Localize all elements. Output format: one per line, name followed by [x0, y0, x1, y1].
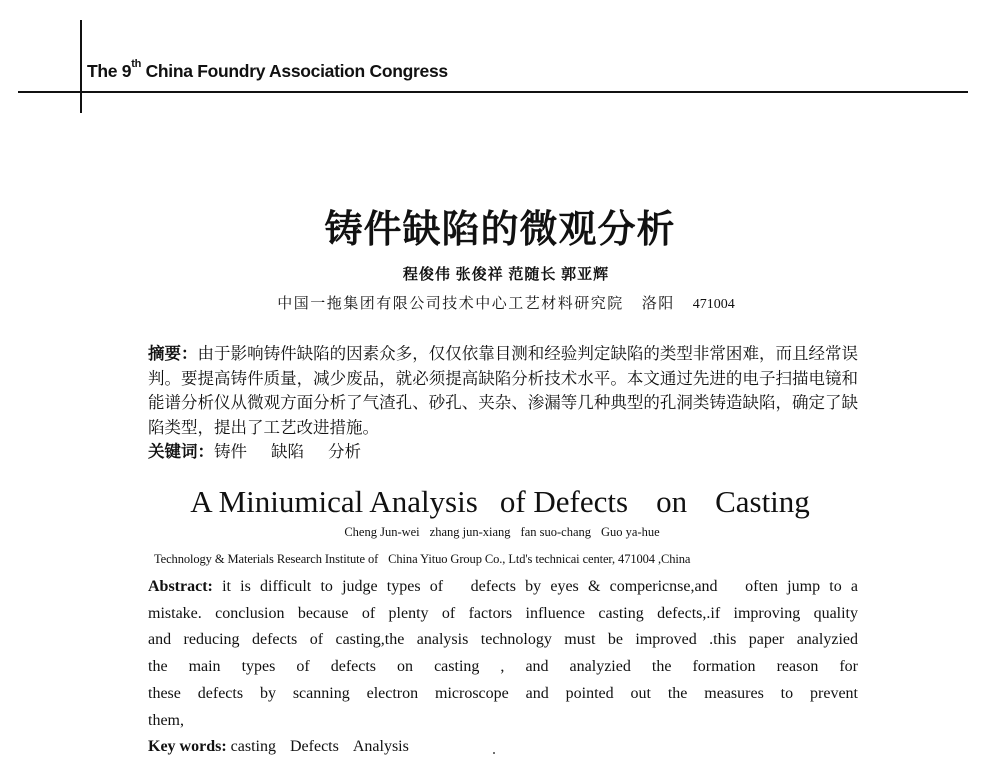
- chinese-affiliation-city: 洛阳: [641, 296, 675, 312]
- english-abstract-line: them,: [148, 711, 184, 729]
- english-affiliation-part: China Yituo Group Co., Ltd's technicai center, 471004 ,China: [388, 552, 691, 566]
- chinese-keyword: 铸件: [214, 442, 247, 462]
- running-head-prefix: The 9: [87, 61, 132, 81]
- running-head: [87, 58, 448, 82]
- english-keywords: [148, 734, 858, 761]
- chinese-abstract: [148, 342, 858, 440]
- chinese-authors: 程俊伟 张俊祥 范随长 郭亚辉: [402, 267, 610, 283]
- chinese-affiliation-institute: 中国一拖集团有限公司技术中心工艺材料研究院: [277, 296, 624, 312]
- english-title-part: A Miniumical Analysis: [190, 484, 478, 519]
- english-abstract-block: [148, 574, 858, 761]
- english-abstract-line: these defects by scanning electron microscope and pointed out the measures to prevent: [148, 684, 858, 702]
- chinese-abstract-label: 摘要：: [148, 344, 198, 363]
- english-authors: [0, 525, 1000, 540]
- header-horizontal-rule: [18, 91, 968, 93]
- english-affiliation: [154, 552, 690, 567]
- scan-artifact-dot: [493, 752, 495, 754]
- chinese-keyword: 缺陷: [271, 442, 304, 462]
- chinese-title: 铸件缺陷的微观分析: [324, 207, 676, 251]
- english-title: [0, 482, 1000, 522]
- chinese-abstract-block: [148, 342, 858, 465]
- english-abstract-line: the main types of defects on casting , and analyzied the formation reason for: [148, 658, 858, 676]
- english-author: zhang jun-xiang: [429, 525, 511, 539]
- english-keyword: casting: [230, 738, 276, 756]
- english-title-part: of Defects: [499, 484, 629, 519]
- english-keywords-label: Key words:: [148, 738, 227, 756]
- chinese-keywords-label: 关键词：: [148, 442, 214, 462]
- english-keyword: Analysis: [352, 738, 409, 756]
- english-author: Guo ya-hue: [601, 525, 660, 539]
- chinese-affiliation-postcode: 471004: [692, 297, 735, 312]
- english-title-part: on: [656, 484, 688, 519]
- english-abstract-label: Abstract:: [148, 578, 213, 595]
- english-abstract-text: it is difficult to judge types of defects by eyes & compericnse,and often jump to a: [212, 578, 858, 595]
- running-head-suffix: China Foundry Association Congress: [141, 61, 448, 81]
- english-affiliation-part: Technology & Materials Research Institute of: [154, 552, 379, 566]
- english-author: fan suo-chang: [520, 525, 592, 539]
- english-abstract-line: mistake. conclusion because of plenty of factors influence casting defects,.if improving quality: [148, 604, 858, 622]
- chinese-abstract-text: 由于影响铸件缺陷的因素众多，仅仅依靠目测和经验判定缺陷的类型非常困难，而且经常误判。要提高铸件质量，减少废品，就必须提高缺陷分析技术水平。本文通过先进的电子扫描电镜和能谱分析仪从微观方面分析了气渣孔、砂孔、夹杂、渗漏等几种典型的孔洞类铸造缺陷，确定了缺陷类型，提出了工艺改进措施。: [148, 344, 859, 437]
- header-vertical-rule: [80, 20, 82, 113]
- running-head-superscript: th: [131, 58, 142, 70]
- english-abstract-line: and reducing defects of casting,the analysis technology must be improved .this paper analyzied: [148, 631, 858, 649]
- chinese-keywords: [148, 440, 858, 465]
- english-author: Cheng Jun-wei: [344, 525, 420, 539]
- english-title-part: Casting: [715, 484, 810, 519]
- chinese-affiliation: [0, 292, 1000, 313]
- english-abstract-line: [148, 574, 858, 601]
- english-keyword: Defects: [289, 738, 339, 756]
- chinese-keyword: 分析: [328, 442, 361, 462]
